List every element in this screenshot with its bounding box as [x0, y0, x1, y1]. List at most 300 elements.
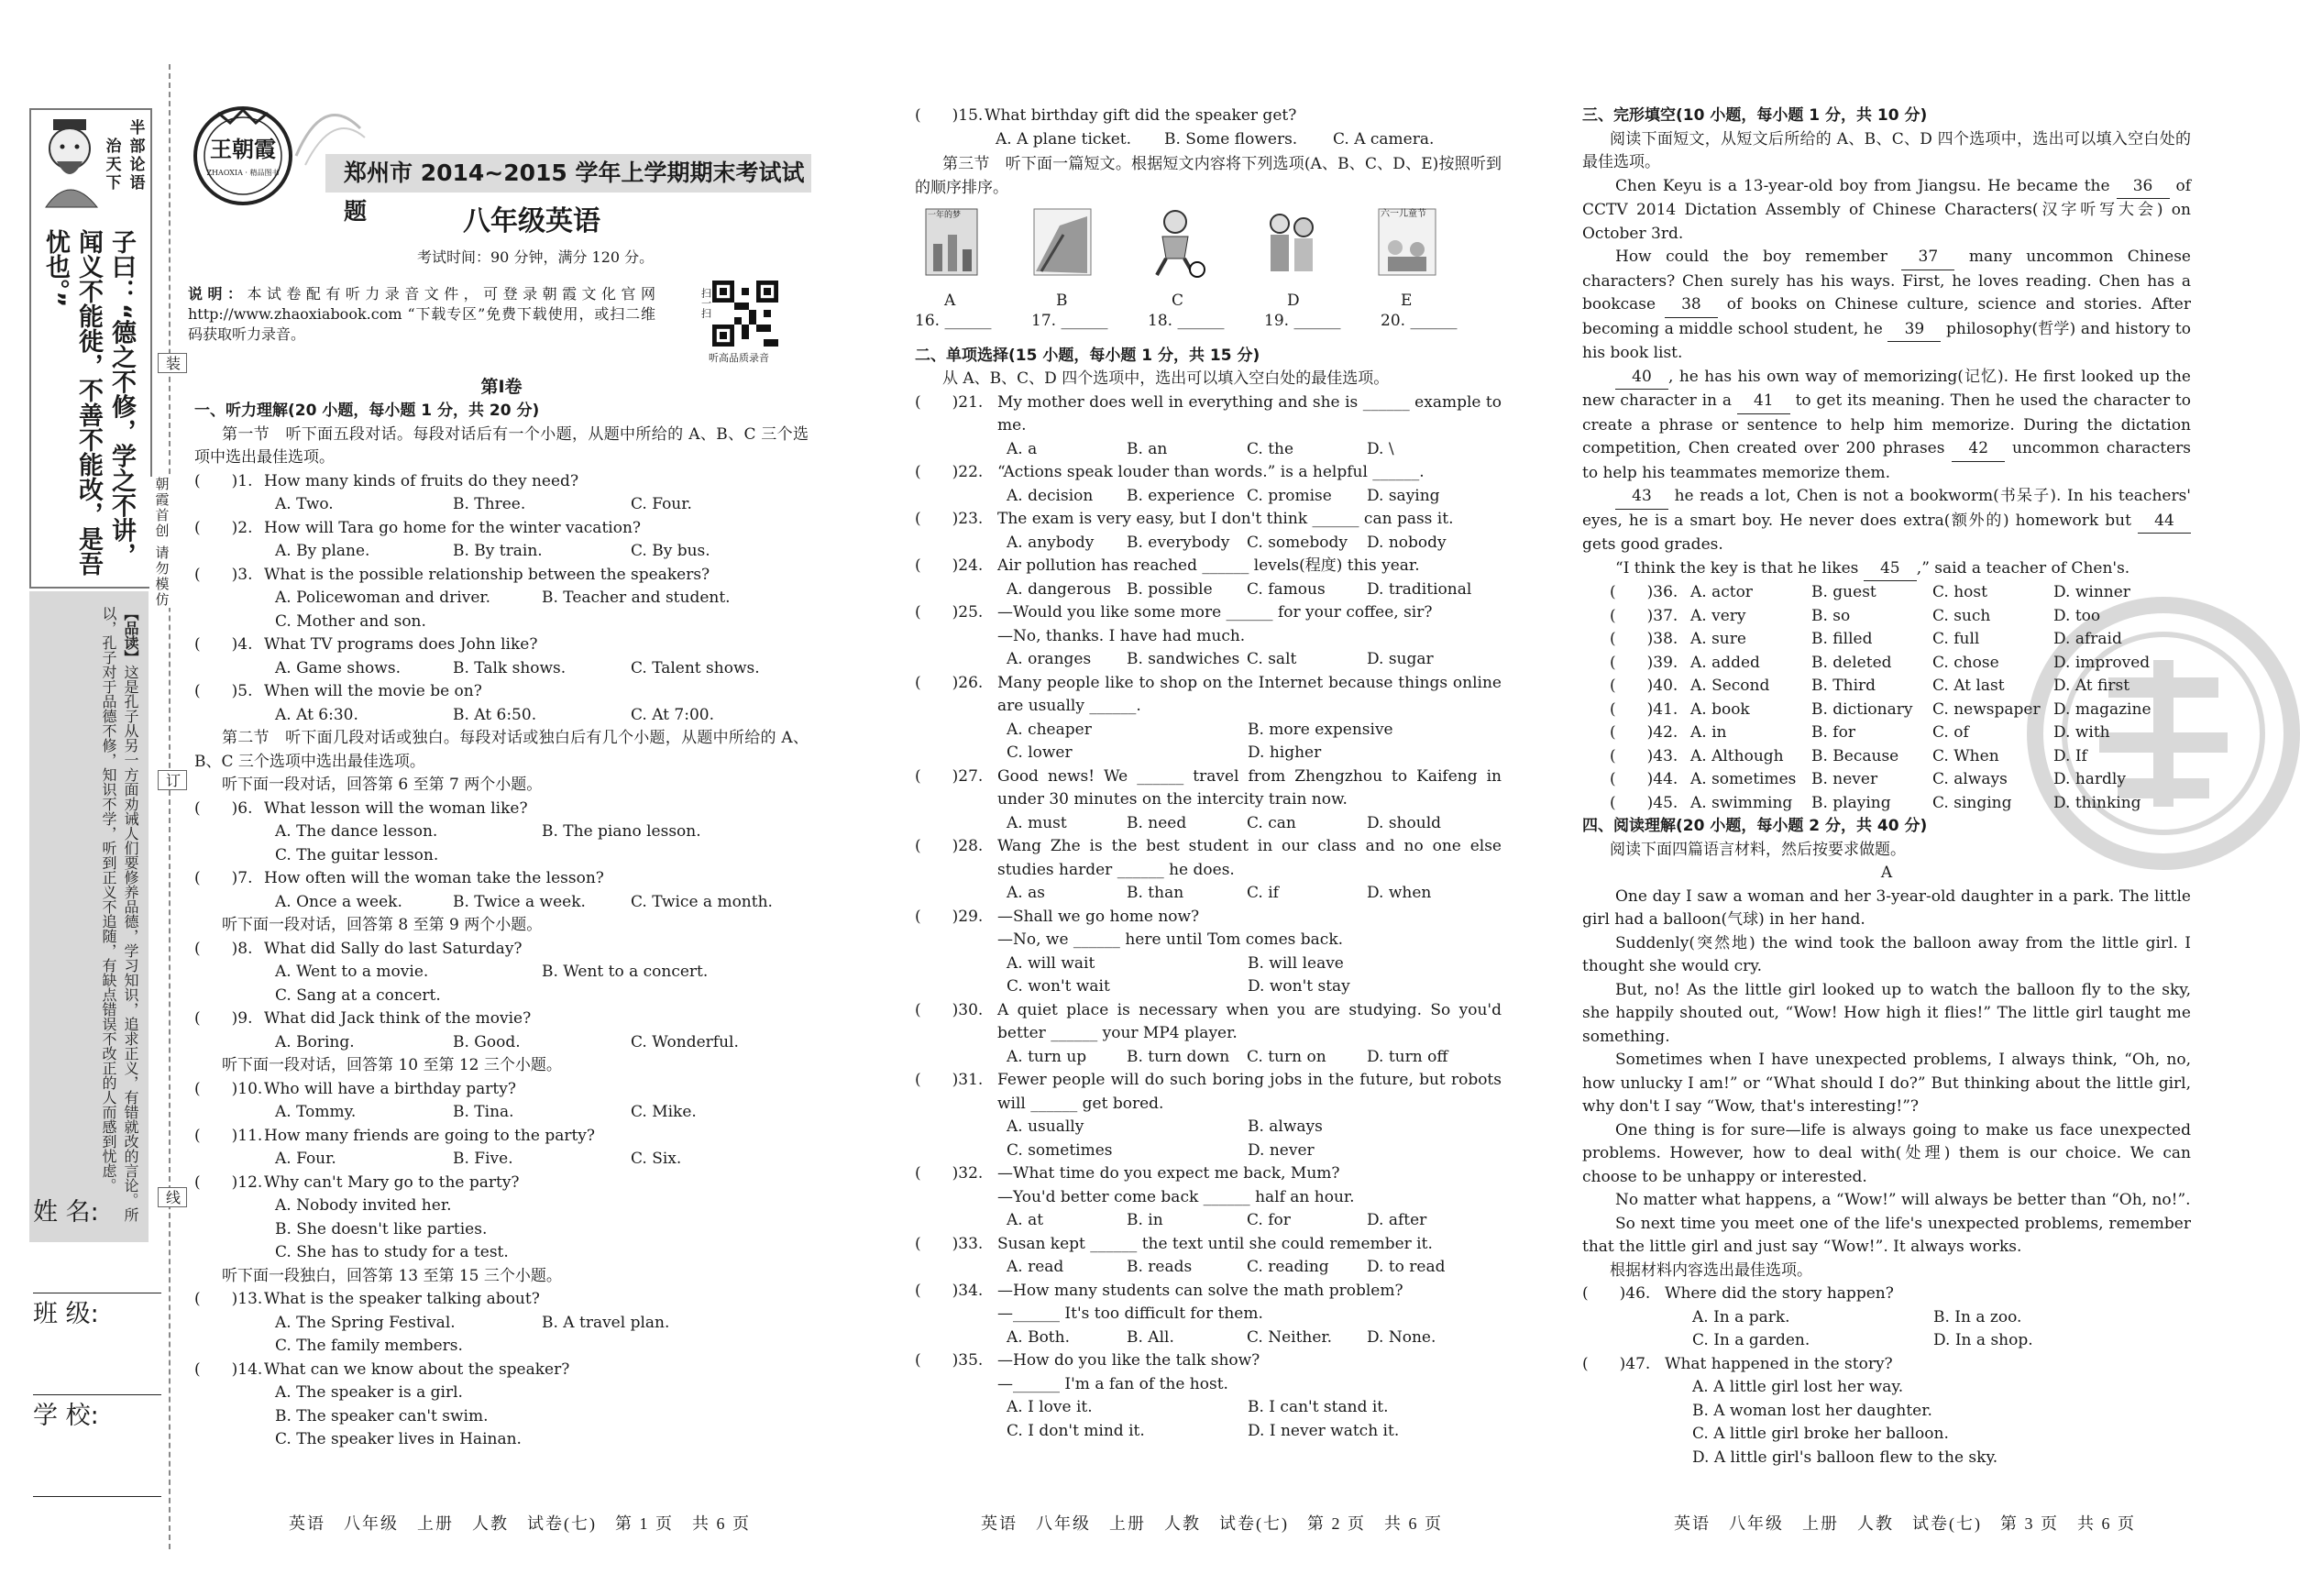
q24-option[interactable]: B. possible: [1127, 579, 1213, 599]
q32-option[interactable]: B. in: [1127, 1211, 1163, 1229]
answer-bracket[interactable]: ( )26.: [915, 673, 984, 692]
q1-option[interactable]: A. Two.: [275, 495, 334, 513]
answer-bracket[interactable]: [915, 625, 997, 649]
picture-e-caption: 六一儿童节: [1381, 209, 1426, 219]
q30-option[interactable]: D. turn off: [1367, 1047, 1448, 1066]
question-stem: [194, 470, 809, 494]
q13-option[interactable]: B. A travel plan.: [542, 1313, 670, 1332]
q24-option[interactable]: A. dangerous: [1007, 579, 1112, 599]
q26-option[interactable]: D. higher: [1248, 743, 1322, 762]
q31-option[interactable]: B. always: [1248, 1117, 1323, 1136]
q29-option[interactable]: D. won't stay: [1248, 977, 1350, 996]
answer-bracket[interactable]: ( )29.: [915, 907, 984, 926]
answer-bracket[interactable]: ( )27.: [915, 766, 984, 786]
field-school[interactable]: [33, 1395, 161, 1497]
cloze-option[interactable]: C. When: [1932, 746, 1999, 765]
q33-option[interactable]: D. to read: [1367, 1258, 1446, 1276]
q24-option[interactable]: C. famous: [1247, 579, 1326, 599]
q13-options: [194, 1312, 809, 1336]
q27-option[interactable]: C. can: [1247, 813, 1296, 832]
question-5: [194, 680, 809, 727]
question-22: [915, 461, 1502, 508]
q4-option[interactable]: B. Talk shows.: [453, 658, 567, 677]
q14-option[interactable]: C. The speaker lives in Hainan.: [275, 1430, 522, 1448]
cloze-blank-39[interactable]: 39: [1887, 318, 1941, 343]
q22-option[interactable]: A. decision: [1007, 486, 1094, 505]
question-31: [915, 1069, 1502, 1162]
q8-option[interactable]: A. Went to a movie.: [275, 963, 429, 981]
q28-option[interactable]: C. if: [1247, 884, 1279, 902]
q35-option[interactable]: B. I can't stand it.: [1248, 1398, 1389, 1416]
header: [188, 101, 811, 364]
q22-option[interactable]: C. promise: [1247, 486, 1332, 505]
q12-options: [194, 1241, 809, 1265]
q23-option[interactable]: B. everybody: [1127, 533, 1230, 552]
q30-option[interactable]: B. turn down: [1127, 1047, 1230, 1066]
q3-option[interactable]: C. Mother and son.: [275, 611, 426, 631]
q33-option[interactable]: B. reads: [1127, 1258, 1193, 1276]
q29-option[interactable]: B. will leave: [1248, 953, 1344, 973]
q34-options: [915, 1326, 1502, 1350]
question-stem: [915, 929, 1502, 952]
cloze-blank-44[interactable]: 44: [2138, 510, 2191, 534]
q5-option[interactable]: A. At 6:30.: [275, 705, 358, 724]
answer-bracket[interactable]: ( )13.: [194, 1290, 263, 1308]
answer-bracket[interactable]: ( )1.: [194, 471, 253, 490]
commentary-body: 这是孔子从另一方面劝诫人们要修养品德，学习知识，追求正义，有错就改的言论。所以，孔子对于品德不修，知识不学，听到正义不追随，有缺点错误不改正的人而感到忧虑。: [100, 606, 139, 1222]
ordering-blank[interactable]: 17. ______: [1031, 312, 1108, 330]
q11-option[interactable]: B. Five.: [453, 1150, 513, 1168]
question-stem: [915, 391, 1502, 438]
cloze-option[interactable]: D. winner: [2053, 583, 2130, 601]
q4-option[interactable]: A. Game shows.: [275, 658, 401, 677]
answer-bracket[interactable]: ( )39.: [1610, 653, 1678, 672]
answer-bracket[interactable]: ( )11.: [194, 1126, 263, 1145]
q34-option[interactable]: D. None.: [1367, 1327, 1436, 1347]
question-2: [194, 517, 809, 564]
q6-option[interactable]: B. The piano lesson.: [542, 822, 701, 841]
cloze-option[interactable]: C. always: [1932, 770, 2008, 788]
q2-option[interactable]: A. By plane.: [275, 542, 370, 560]
question-text: A quiet place is necessary when you are studying. So you'd better ______ your MP4 player.: [997, 1000, 1502, 1042]
q14-options: [194, 1428, 809, 1452]
question-stem: [915, 1162, 1502, 1186]
q26-option[interactable]: C. lower: [1007, 743, 1073, 762]
q5-option[interactable]: B. At 6:50.: [453, 705, 537, 724]
logo-text: 王朝霞: [210, 136, 276, 162]
answer-bracket[interactable]: ( )2.: [194, 518, 253, 537]
question-23: [915, 508, 1502, 555]
q15-option[interactable]: A. A plane ticket.: [996, 129, 1132, 149]
answer-bracket[interactable]: ( )22.: [915, 463, 984, 481]
cloze-blank-42[interactable]: 42: [1952, 437, 2005, 462]
answer-bracket[interactable]: ( )21.: [915, 392, 984, 412]
q2-option[interactable]: C. By bus.: [631, 542, 710, 560]
q9-option[interactable]: B. Good.: [453, 1032, 521, 1051]
q7-option[interactable]: B. Twice a week.: [453, 892, 586, 911]
cloze-option[interactable]: A. sometimes: [1690, 770, 1797, 788]
question-1: [194, 470, 809, 517]
question-stem: [194, 1007, 809, 1031]
question-text: —Would you like some more ______ for your coffee, sir?: [997, 603, 1433, 622]
question-stem: [915, 555, 1502, 578]
quote-text: [39, 229, 138, 578]
cloze-option[interactable]: A. book: [1690, 699, 1750, 719]
cloze-option[interactable]: D. afraid: [2053, 630, 2122, 648]
q8-option[interactable]: C. Sang at a concert.: [275, 985, 441, 1005]
answer-bracket[interactable]: ( )37.: [1610, 606, 1678, 625]
q27-option[interactable]: D. should: [1367, 813, 1442, 832]
answer-bracket[interactable]: ( )8.: [194, 939, 253, 958]
picture-d-icon: [1260, 207, 1324, 279]
answer-bracket[interactable]: [915, 929, 997, 952]
q26-option[interactable]: B. more expensive: [1248, 720, 1393, 739]
cloze-option[interactable]: D. thinking: [2053, 793, 2141, 812]
cloze-blank-38[interactable]: 38: [1665, 293, 1718, 318]
q14-option[interactable]: A. The speaker is a girl.: [275, 1383, 463, 1402]
cloze-option[interactable]: D. If: [2053, 746, 2087, 765]
q32-option[interactable]: C. for: [1247, 1211, 1291, 1229]
answer-bracket[interactable]: ( )25.: [915, 603, 984, 622]
answer-bracket[interactable]: ( )34.: [915, 1281, 984, 1300]
cloze-option[interactable]: C. At last: [1932, 677, 2005, 695]
answer-bracket[interactable]: ( )35.: [915, 1351, 984, 1370]
cloze-option[interactable]: B. Because: [1811, 746, 1899, 765]
q28-option[interactable]: D. when: [1367, 884, 1432, 902]
cloze-option[interactable]: A. sure: [1690, 630, 1746, 648]
q29-options: [915, 952, 1502, 976]
q25-option[interactable]: D. sugar: [1367, 650, 1434, 668]
cloze-option[interactable]: B. never: [1811, 770, 1878, 788]
column-2: [915, 105, 1502, 1443]
answer-bracket[interactable]: ( )3.: [194, 565, 253, 584]
answer-bracket[interactable]: [915, 1373, 997, 1397]
q28-options: [915, 882, 1502, 906]
q1-option[interactable]: C. Four.: [631, 495, 692, 513]
question-text: Wang Zhe is the best student in our class and no one else studies harder ______ he does.: [997, 837, 1502, 879]
q30-option[interactable]: A. turn up: [1007, 1047, 1087, 1066]
cloze-option[interactable]: C. chose: [1932, 653, 1999, 672]
answer-bracket[interactable]: ( )15.: [915, 106, 984, 125]
q2-option[interactable]: B. By train.: [453, 542, 543, 560]
answer-bracket[interactable]: ( )30.: [915, 1000, 984, 1019]
cloze-option[interactable]: C. singing: [1932, 793, 2012, 812]
answer-bracket[interactable]: ( )31.: [915, 1071, 984, 1089]
cloze-blank-43[interactable]: 43: [1615, 485, 1668, 510]
answer-bracket[interactable]: ( )5.: [194, 682, 253, 700]
q6-option[interactable]: A. The dance lesson.: [275, 822, 438, 841]
q46-option[interactable]: A. In a park.: [1692, 1307, 1790, 1326]
cloze-option[interactable]: C. full: [1932, 630, 1980, 648]
cloze-blank-45[interactable]: 45: [1864, 557, 1917, 582]
q10-options: [194, 1101, 809, 1125]
cloze-option[interactable]: A. added: [1690, 653, 1760, 672]
cloze-option[interactable]: D. hardly: [2053, 770, 2126, 788]
question-text: —You'd better come back ______ half an hour.: [997, 1187, 1355, 1206]
question-text: The exam is very easy, but I don't think ______ can pass it.: [997, 510, 1454, 528]
binding-mark-zhuang: 装: [158, 353, 187, 373]
q27-option[interactable]: B. need: [1127, 813, 1187, 832]
q5-option[interactable]: C. At 7:00.: [631, 705, 715, 724]
question-text: Susan kept ______ the text until she could remember it.: [997, 1234, 1433, 1253]
answer-bracket[interactable]: ( )45.: [1610, 793, 1678, 812]
picture-label: D: [1287, 292, 1300, 310]
q13-option[interactable]: A. The Spring Festival.: [275, 1313, 456, 1332]
q35-option[interactable]: D. I never watch it.: [1248, 1421, 1400, 1440]
q26-options: [915, 742, 1502, 765]
q30-option[interactable]: C. turn on: [1247, 1047, 1326, 1066]
ordering-blank[interactable]: 20. ______: [1381, 312, 1458, 330]
answer-bracket[interactable]: ( )47.: [1582, 1354, 1651, 1373]
q33-options: [915, 1256, 1502, 1280]
ordering-blank[interactable]: 19. ______: [1264, 312, 1341, 330]
q15-option[interactable]: B. Some flowers.: [1164, 129, 1298, 149]
q9-option[interactable]: A. Boring.: [275, 1032, 355, 1051]
q33-option[interactable]: C. reading: [1247, 1258, 1329, 1276]
q34-option[interactable]: B. All.: [1127, 1327, 1174, 1347]
answer-bracket[interactable]: [915, 1303, 997, 1326]
ordering-blank[interactable]: 16. ______: [915, 312, 992, 330]
logo-sub: ZHAOXIA · 精品图书: [206, 169, 280, 177]
picture-row: [915, 204, 1502, 314]
q32-option[interactable]: A. at: [1007, 1211, 1044, 1229]
answer-bracket[interactable]: ( )14.: [194, 1359, 263, 1379]
part1-section: 一、听力理解(20 小题，每小题 1 分，共 20 分): [194, 402, 540, 420]
question-4: [194, 633, 809, 680]
answer-bracket[interactable]: ( )6.: [194, 798, 253, 818]
qr-code-icon[interactable]: [712, 281, 778, 347]
motto-sub: 治天下: [102, 138, 121, 193]
q7-option[interactable]: A. Once a week.: [275, 892, 402, 911]
cloze-option[interactable]: D. At first: [2053, 677, 2130, 695]
q34-option[interactable]: C. Neither.: [1247, 1327, 1333, 1347]
q22-option[interactable]: B. experience: [1127, 486, 1236, 505]
answer-bracket[interactable]: ( )33.: [915, 1234, 984, 1253]
q4-option[interactable]: C. Talent shows.: [631, 658, 760, 677]
q34-option[interactable]: A. Both.: [1007, 1327, 1070, 1347]
question-28: [915, 835, 1502, 906]
part3-section: 三、完形填空(10 小题，每小题 1 分，共 10 分): [1582, 106, 1928, 125]
cloze-option[interactable]: A. swimming: [1690, 793, 1793, 812]
answer-bracket[interactable]: ( )32.: [915, 1164, 984, 1183]
question-34: [915, 1280, 1502, 1350]
cloze-option[interactable]: B. playing: [1811, 793, 1891, 812]
answer-bracket[interactable]: ( )44.: [1610, 770, 1678, 788]
ordering-blank[interactable]: 18. ______: [1148, 312, 1225, 330]
q47-options: [1582, 1447, 2191, 1470]
question-stem: [915, 835, 1502, 882]
q3-option[interactable]: A. Policewoman and driver.: [275, 589, 491, 607]
q46-option[interactable]: D. In a shop.: [1933, 1331, 2033, 1349]
question-text: —How many students can solve the math problem?: [997, 1281, 1403, 1300]
q2-options: [194, 540, 809, 564]
cloze-option[interactable]: B. deleted: [1811, 653, 1892, 672]
q13-option[interactable]: C. The family members.: [275, 1337, 463, 1355]
q8-options: [194, 961, 809, 985]
q46-option[interactable]: B. In a zoo.: [1933, 1307, 2022, 1326]
cloze-blank-36[interactable]: 36: [2117, 175, 2170, 200]
question-text: What is the speaker talking about?: [264, 1290, 540, 1308]
cloze-option[interactable]: C. of: [1932, 723, 1969, 742]
q21-option[interactable]: A. a: [1007, 439, 1038, 458]
group-intro: 听下面一段对话，回答第 8 至第 9 两个小题。: [222, 916, 543, 934]
q35-option[interactable]: C. I don't mind it.: [1007, 1421, 1145, 1440]
q27-option[interactable]: A. must: [1007, 813, 1067, 832]
q28-option[interactable]: B. than: [1127, 884, 1184, 902]
answer-bracket[interactable]: ( )7.: [194, 869, 253, 887]
cloze-option[interactable]: C. host: [1932, 583, 1987, 601]
q3-option[interactable]: B. Teacher and student.: [542, 589, 731, 607]
q14-option[interactable]: B. The speaker can't swim.: [275, 1406, 489, 1425]
q23-option[interactable]: C. somebody: [1247, 533, 1348, 552]
q33-option[interactable]: A. read: [1007, 1258, 1064, 1276]
q23-option[interactable]: D. nobody: [1367, 533, 1447, 552]
cloze-option[interactable]: A. Although: [1690, 746, 1784, 765]
answer-bracket[interactable]: ( )36.: [1610, 583, 1678, 601]
field-name[interactable]: [33, 1192, 161, 1293]
cloze-blank-41[interactable]: 41: [1737, 390, 1790, 414]
cloze-option[interactable]: B. filled: [1811, 630, 1873, 648]
q31-option[interactable]: D. never: [1248, 1140, 1315, 1160]
note-text: 本试卷配有听力录音文件，可登录朝霞文化官网 http://www.zhaoxiabook.com “下载专区”免费下载使用，或扫二维码获取听力录音。: [188, 285, 655, 343]
q9-options: [194, 1031, 809, 1055]
cloze-blank-40[interactable]: 40: [1615, 366, 1668, 391]
q29-option[interactable]: C. won't wait: [1007, 977, 1110, 996]
question-text: —What time do you expect me back, Mum?: [997, 1164, 1340, 1183]
answer-bracket[interactable]: ( )23.: [915, 510, 984, 528]
answer-bracket[interactable]: ( )10.: [194, 1079, 263, 1098]
q12-option[interactable]: A. Nobody invited her.: [275, 1196, 452, 1215]
question-stem: [194, 798, 809, 821]
cloze-option[interactable]: A. very: [1690, 606, 1746, 625]
question-47: [1582, 1353, 2191, 1470]
q6-option[interactable]: C. The guitar lesson.: [275, 845, 439, 864]
q3-options: [194, 611, 809, 634]
field-class[interactable]: [33, 1293, 161, 1395]
cloze-option[interactable]: C. such: [1932, 606, 1991, 625]
q12-options: [194, 1194, 809, 1218]
answer-bracket[interactable]: [915, 1186, 997, 1210]
q46-option[interactable]: C. In a garden.: [1692, 1331, 1810, 1349]
cloze-option[interactable]: D. with: [2053, 723, 2110, 742]
q21-option[interactable]: C. the: [1247, 439, 1294, 458]
question-text: How many kinds of fruits do they need?: [264, 471, 579, 490]
cloze-option[interactable]: B. for: [1811, 723, 1855, 742]
q10-option[interactable]: C. Mike.: [631, 1103, 697, 1121]
cloze-option[interactable]: A. actor: [1690, 583, 1753, 601]
cloze-option[interactable]: B. dictionary: [1811, 699, 1913, 719]
cloze-option[interactable]: D. too: [2053, 606, 2101, 625]
q10-option[interactable]: A. Tommy.: [275, 1103, 357, 1121]
question-text: What lesson will the woman like?: [264, 798, 528, 818]
answer-bracket[interactable]: ( )46.: [1582, 1284, 1651, 1303]
question-stem: [915, 601, 1502, 625]
q22-option[interactable]: D. saying: [1367, 486, 1440, 505]
q8-option[interactable]: B. Went to a concert.: [542, 963, 709, 981]
q1-options: [194, 493, 809, 517]
cloze-option[interactable]: C. newspaper: [1932, 699, 2041, 719]
q9-option[interactable]: C. Wonderful.: [631, 1032, 739, 1051]
listening-section-2: [194, 774, 809, 1452]
q11-option[interactable]: A. Four.: [275, 1150, 336, 1168]
q12-option[interactable]: B. She doesn't like parties.: [275, 1219, 488, 1238]
q15-option[interactable]: C. A camera.: [1333, 129, 1435, 149]
q10-option[interactable]: B. Tina.: [453, 1103, 514, 1121]
q31-option[interactable]: A. usually: [1007, 1117, 1084, 1136]
question-text: When will the movie be on?: [264, 682, 482, 700]
cloze-option[interactable]: B. so: [1811, 606, 1851, 625]
cloze-option[interactable]: D. magazine: [2053, 699, 2151, 719]
answer-bracket[interactable]: ( )4.: [194, 635, 253, 654]
q35-option[interactable]: A. I love it.: [1007, 1398, 1093, 1416]
q25-option[interactable]: A. oranges: [1007, 650, 1092, 668]
question-24: [915, 555, 1502, 601]
q21-option[interactable]: D. \: [1367, 439, 1394, 458]
q7-option[interactable]: C. Twice a month.: [631, 892, 773, 911]
answer-bracket[interactable]: ( )41.: [1610, 699, 1678, 719]
answer-bracket[interactable]: ( )24.: [915, 556, 984, 575]
q11-option[interactable]: C. Six.: [631, 1150, 682, 1168]
cloze-option[interactable]: B. Third: [1811, 677, 1876, 695]
q12-option[interactable]: C. She has to study for a test.: [275, 1243, 509, 1261]
q3-options: [194, 587, 809, 611]
question-6: [194, 798, 809, 868]
question-stem: [194, 564, 809, 588]
part2-instr: 从 A、B、C、D 四个选项中，选出可以填入空白处的最佳选项。: [942, 369, 1390, 388]
question-10: [194, 1078, 809, 1125]
q35-options: [915, 1396, 1502, 1420]
cloze-option[interactable]: D. improved: [2053, 653, 2151, 672]
q47-option[interactable]: A. A little girl lost her way.: [1692, 1378, 1904, 1396]
q35-options: [915, 1420, 1502, 1444]
picture-label: A: [944, 292, 956, 310]
q21-option[interactable]: B. an: [1127, 439, 1168, 458]
q24-option[interactable]: D. traditional: [1367, 579, 1472, 599]
q26-option[interactable]: A. cheaper: [1007, 720, 1092, 739]
answer-bracket[interactable]: ( )43.: [1610, 746, 1678, 765]
part4-instr: 阅读下面四篇语言材料，然后按要求做题。: [1610, 840, 1906, 859]
q47-option[interactable]: D. A little girl's balloon flew to the sky.: [1692, 1447, 1998, 1467]
reading-paragraph: One day I saw a woman and her 3-year-old daughter in a park. The little girl had a balloon(气球) in her hand.: [1582, 886, 2191, 929]
q12-options: [194, 1218, 809, 1242]
question-stem: [915, 461, 1502, 485]
picture-b-icon: [1032, 207, 1093, 277]
question-46: [1582, 1282, 2191, 1353]
answer-bracket[interactable]: ( )40.: [1610, 677, 1678, 695]
question-stem: [1582, 1353, 2191, 1377]
q32-option[interactable]: D. after: [1367, 1211, 1427, 1229]
answer-bracket[interactable]: ( )38.: [1610, 630, 1678, 648]
q29-option[interactable]: A. will wait: [1007, 953, 1095, 973]
q31-option[interactable]: C. sometimes: [1007, 1140, 1113, 1160]
q28-option[interactable]: A. as: [1007, 884, 1045, 902]
cloze-option[interactable]: A. Second: [1690, 677, 1770, 695]
answer-bracket[interactable]: ( )28.: [915, 837, 984, 855]
q47-option[interactable]: C. A little girl broke her balloon.: [1692, 1425, 1949, 1443]
commentary-title: 【品读】: [122, 606, 139, 665]
answer-bracket[interactable]: ( )12.: [194, 1172, 263, 1192]
q25-option[interactable]: C. salt: [1247, 650, 1297, 668]
cloze-option[interactable]: B. guest: [1811, 583, 1876, 601]
q25-option[interactable]: B. sandwiches: [1127, 650, 1240, 668]
cloze-option[interactable]: A. in: [1690, 723, 1727, 742]
answer-bracket[interactable]: ( )42.: [1610, 723, 1678, 742]
q47-option[interactable]: B. A woman lost her daughter.: [1692, 1401, 1932, 1420]
q23-option[interactable]: A. anybody: [1007, 533, 1095, 552]
q1-option[interactable]: B. Three.: [453, 495, 526, 513]
answer-bracket[interactable]: ( )9.: [194, 1009, 253, 1028]
cloze-blank-37[interactable]: 37: [1901, 246, 1954, 270]
